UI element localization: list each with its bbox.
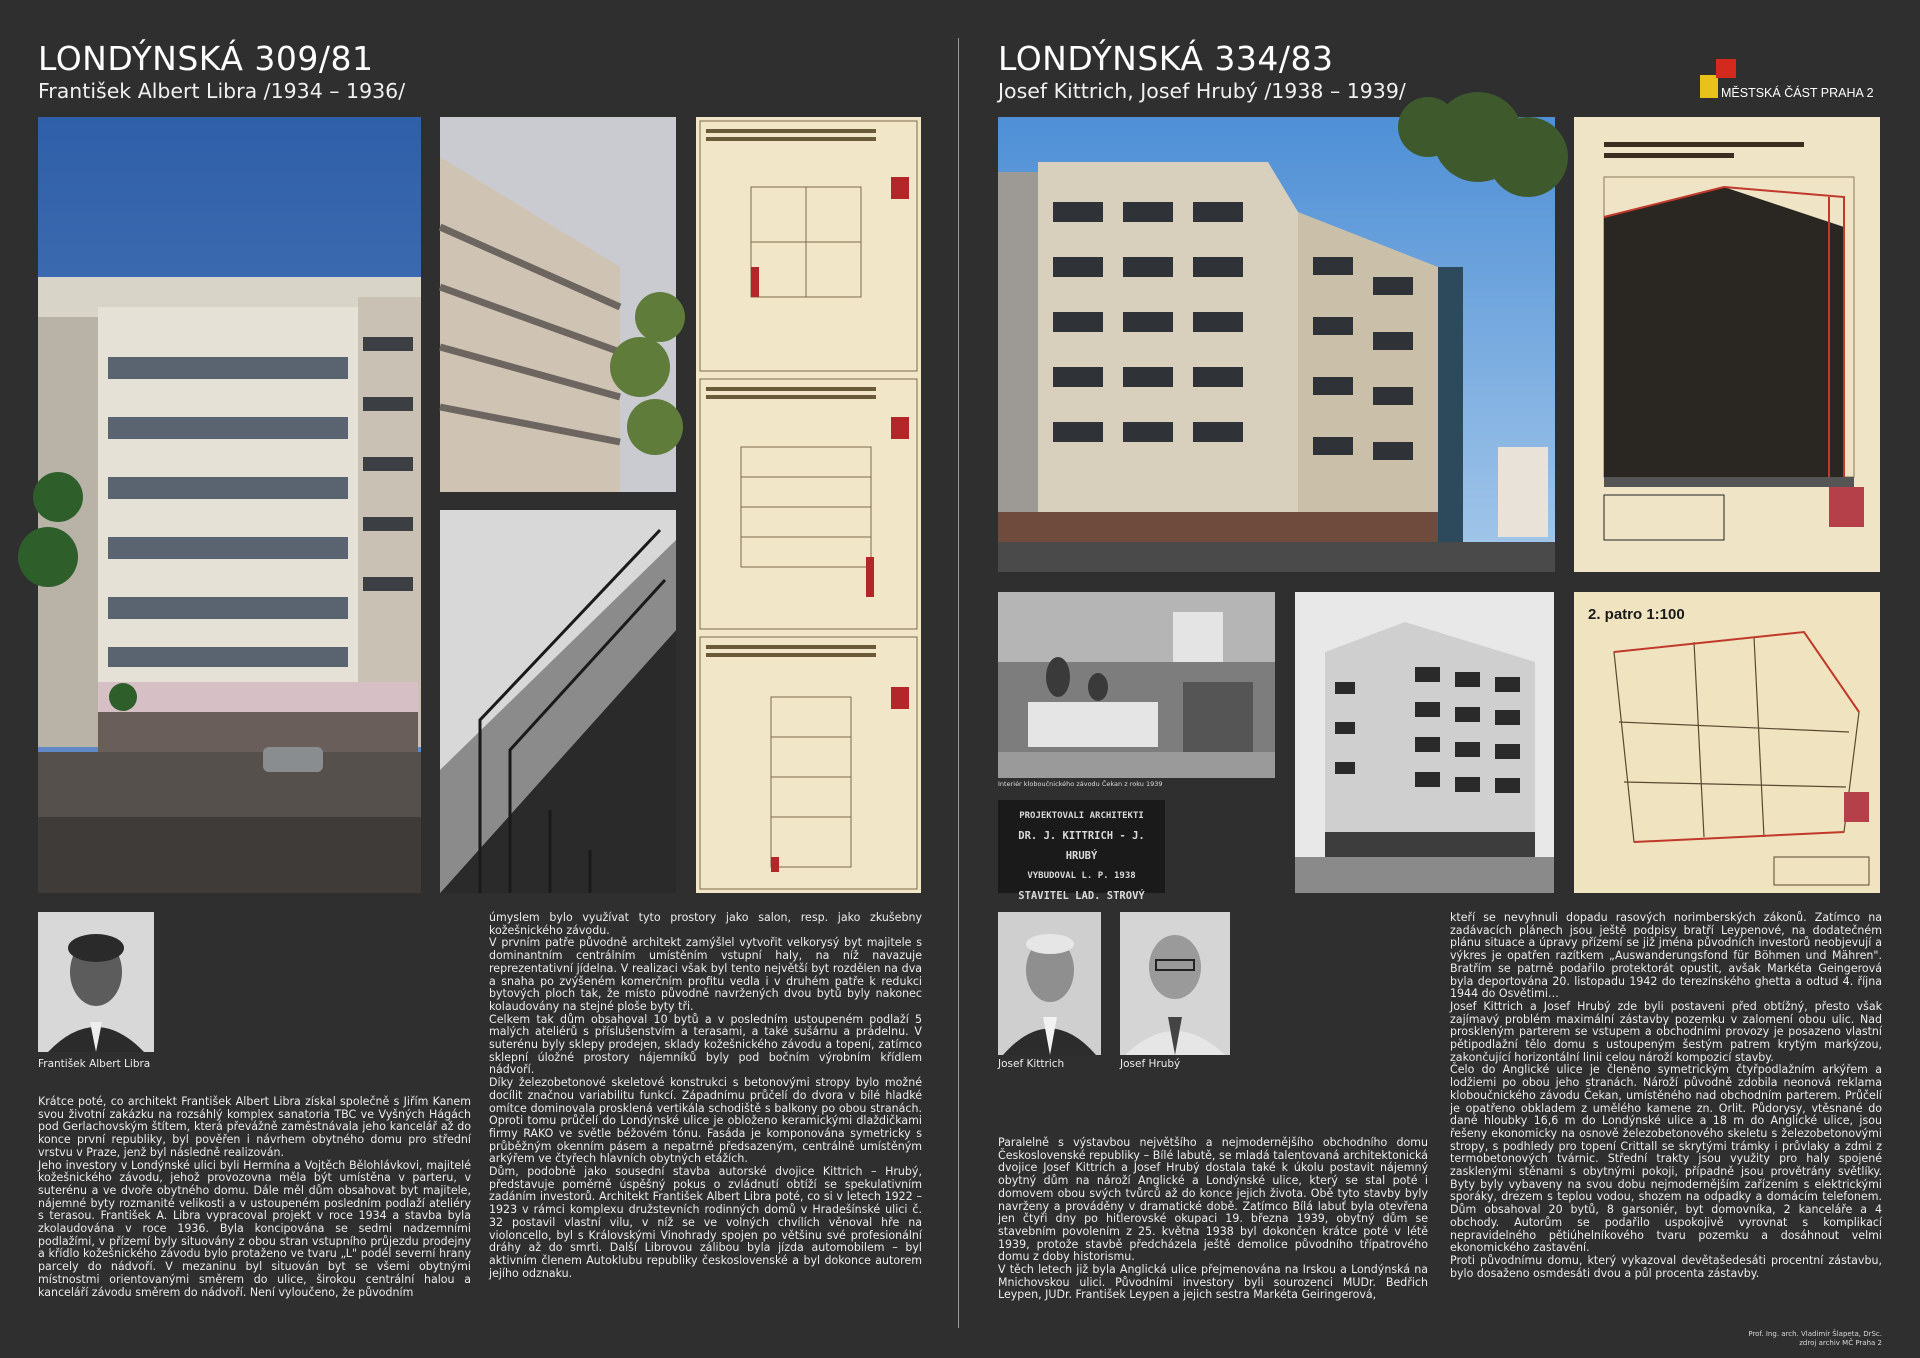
center-divider bbox=[958, 38, 959, 1328]
portrait-caption-libra: František Albert Libra bbox=[38, 1058, 151, 1070]
credits bbox=[1700, 1330, 1882, 1347]
credit-line: Prof. Ing. arch. Vladimír Šlapeta, DrSc. bbox=[1748, 1330, 1882, 1338]
portrait-caption-kittrich: Josef Kittrich bbox=[998, 1058, 1065, 1070]
right-title: LONDÝNSKÁ 334/83 bbox=[998, 39, 1334, 78]
historic-building-photo bbox=[1295, 592, 1554, 893]
paragraph: Díky železobetonové skeletové konstrukci s betonovými stropy bylo možné docílit značnou variabilitu funkcí. Západnímu průčelí do dvora v bílé hladké omítce dominovala prosklená vertikála schodiště s balkony po obou stranách. Oproti tomu průčelí do Londýnské ulice je obloženo keramickými dlaždičkami firmy RAKO ve světle béžovém tónu. Fasáda je komponována symetricky s průběžným okenním pásem a nepatrně předsazeným, centrálně umístěným arkýřem ve čtyřech hlavních obytných etážích. bbox=[489, 1076, 922, 1166]
paragraph: Jeho investory v Londýnské ulici byli Hermína a Vojtěch Bělohlávkovi, majitelé kožešnického závodu, jehož provozovna měla být umístěna v parteru, v suterénu a ve dvoře obytného domu. Dále měl dům obsahovat byt majitele, nájemné byty rozmanité velikosti a v ustoupeném posledním podlaží ateliéry s terasou. František A. Libra vypracoval projekt v roce 1934 a stavba byla zkolaudována v roce 1936. Byla koncipována se sedmi nadzemními podlažími, v přízemí byly situovány z obou stran vstupního průjezdu prodejny a křídlo kožešnického závodu bylo protaženo ve tvaru „L" podél severní hrany parcely do nádvoří. V mezaninu byl situován byt se všemi obytnými místnostmi orientovanými směrem do ulice, širokou centrální halou a kanceláří závodu směrem do nádvoří. Není vyloučeno, že původním bbox=[38, 1158, 471, 1299]
sign-line: STAVITEL LAD. STROVÝ bbox=[1018, 890, 1145, 902]
logo-text: MĚSTSKÁ ČÁST PRAHA 2 bbox=[1721, 86, 1874, 100]
credit-line: archiv MČ Praha 2 bbox=[1818, 1338, 1882, 1347]
portrait-hruby bbox=[1120, 912, 1230, 1055]
portrait-libra bbox=[38, 912, 154, 1052]
paragraph: kteří se nevyhnuli dopadu rasových norimberských zákonů. Zatímco na zadávacích plánech jsou ještě podpisy bratří Leypenové, na dodatečném plánu situace a úpravy přízemí se již jména původních investorů neobjevují a výkres je opatřen razítkem „Auswanderungsfond für Böhmen und Mähren". Bratřím se patrně podařilo protektorát opustit, avšak Markéta Geingerová byla deportována 20. listopadu 1942 do terezínského ghetta a odtud 4. října 1944 do Osvětimi… bbox=[1450, 911, 1882, 1001]
portrait-caption-hruby: Josef Hrubý bbox=[1120, 1058, 1181, 1070]
blueprint-plans-image bbox=[696, 117, 921, 893]
sign-line: DR. J. KITTRICH - J. HRUBÝ bbox=[1018, 830, 1145, 862]
sign-line: VYBUDOVAL L. P. 1938 bbox=[1027, 871, 1136, 881]
left-text-column-2 bbox=[489, 912, 922, 1280]
architects-nameplate-photo bbox=[998, 800, 1165, 902]
paragraph: Celkem tak dům obsahoval 10 bytů a v posledním ustoupeném podlaží 5 malých ateliérů s příslušenstvím a terasami, a také sušárnu a prádelnu. V suterénu byly sklepy prodejen, sklady kožešnického závodu a topení, zatímco sklepní úložné prostory nájemníků byly pod bočním výrobním křídlem nádvoří. bbox=[489, 1012, 922, 1077]
logo-yellow-block bbox=[1700, 75, 1718, 98]
historic-perspective-drawing bbox=[1574, 117, 1880, 572]
floor-plan-2nd-floor bbox=[1574, 592, 1880, 893]
paragraph: V prvním patře původně architekt zamýšlel vytvořit velkorysý byt majitele s dominantním centrálním umístěním vstupní haly, na níž navazuje reprezentativní jídelna. V realizaci však byl tento největší byt rozdělen na dva a snaha po zvýšeném komerčním profitu vedla i v druhém patře k redukci bytových ploch tak, že místo původně navržených dvou bytů byly nakonec kolaudovány na stejné ploše byty tři. bbox=[489, 936, 922, 1013]
paragraph: Proti původnímu domu, který vykazoval devětašedesáti procentní zástavbu, bylo dosaženo osmdesáti dvou a půl procenta zástavby. bbox=[1450, 1253, 1882, 1280]
paragraph: Čelo do Anglické ulice je členěno symetrickým čtyřpodlažním arkýřem a lodžiemi po obou jeho stranách. Nároží původně zdobila neonová reklama kloboučnického závodu Čekan, umístěného nad obchodním parterem. Průčelí je opatřeno obkladem z umělého kamene zn. Orlit. Půdorysy, vtěsnané do dané hloubky 16,6 m do Londýnské ulice a 18 m do Anglické ulice, jsou řešeny ekonomicky na osnově železobetonového skeletu s železobetonovými stropy, s podhledy pro topení Crittall se skrytými trámky i průvlaky a zdmi z termobetonových tvárnic. Střední trakty jsou využity pro haly spojené zasklenými stěnami s obytnými pokoji, případně jsou provětrány světlíky. Byty byly vybaveny na svou dobu nejmodernějším zařízením s elektrickými sporáky, drezem s teplou vodou, shozem na odpadky a domácím telefonem. Dům obsahoval 20 bytů, 8 garsoniér, byt domovníka, 2 kanceláře a 4 obchody. Autorům se podařilo uspokojivě vyrovnat s komplikací nepravidelného pětiúhelníkového tvaru pozemku a dosáhnout velmi ekonomického zastavění. bbox=[1450, 1063, 1882, 1255]
right-text-column-2 bbox=[1450, 912, 1882, 1280]
interior-caption: Interiér kloboučnického závodu Čekan z roku 1939 bbox=[998, 780, 1163, 788]
paragraph: Krátce poté, co architekt František Albert Libra získal společně s Jiřím Kanem svou životní zakázku na rozsáhlý komplex sanatoria TBC ve Vyšných Hágách pod Gerlachovským štítem, která převážně zaměstnávala jeho kancelář až do konce první republiky, byl pověřen i návrhem obytného domu pro střední vrstvu v Praze, jenž byl následně realizován. bbox=[38, 1095, 471, 1159]
staircase-photo bbox=[440, 510, 676, 893]
paragraph: Paralelně s výstavbou největšího a nejmodernějšího obchodního domu Československé republiky – Bílé labutě, se mladá talentovaná architektonická dvojice Josef Kittrich a Josef Hrubý dostala také k úkolu postavit nájemný obytný dům na nároží Anglické a Londýnské ulice, který se stal poté i domovem obou svých tvůrců až do konce jejich života. Obě tyto stavby byly navrženy a prováděny v dramatické době. Zatímco Bílá labuť byla otevřena jen čtyři dny po hitlerovské okupaci 19. března 1939, obytný dům se stavebním povolením z 25. května 1938 byl dokončen krátce poté v létě 1939, protože stavbě předcházela ještě demolice původního třípatrového domu z doby historismu. bbox=[998, 1136, 1428, 1264]
paragraph: Josef Kittrich a Josef Hrubý zde byli postaveni před obtížný, přesto však zajímavý problém maximální zástavby pozemku v zalomení obou ulic. Nad proskleným parterem se vstupem a obchodními provozy je posazeno vlastní pětipodlažní tělo domu s ustoupeným šestým patrem krytým markýzou, zakončující horizontální linii celou nároží kompozicí stavby. bbox=[1450, 999, 1882, 1064]
right-subtitle: Josef Kittrich, Josef Hrubý /1938 – 1939/ bbox=[998, 79, 1406, 103]
right-text-column-1 bbox=[998, 1137, 1428, 1302]
hat-shop-interior-photo bbox=[998, 592, 1275, 778]
logo-red-block bbox=[1716, 59, 1736, 78]
left-subtitle: František Albert Libra /1934 – 1936/ bbox=[38, 79, 406, 103]
credit-label: zdroj bbox=[1799, 1338, 1817, 1347]
paragraph: V těch letech již byla Anglická ulice přejmenována na Irskou a Londýnská na Mnichovskou ulici. Původními investory byli sourozenci MUDr. Bedřich Leypen, JUDr. František Leypen a jejich sestra Markéta Geiringerová, bbox=[998, 1263, 1428, 1302]
paragraph: Dům, podobně jako sousední stavba autorské dvojice Kittrich – Hrubý, představuje poměrně úspěšný pokus o zvládnutí obtíží se spekulativním zadáním investorů. Architekt František Albert Libra poté, co si v letech 1922 – 1923 v rámci komplexu družstevních rodinných domů v Hradešínské ulici č. 32 postavil vlastní vilu, v níž se ve volných chvílích věnoval hře na violoncello, byl s Královskými Vinohrady spojen po většinu své profesionální dráhy až do smrti. Další Librovou zálibou byla jízda automobilem – byl aktivním členem Autoklubu republiky československé a byl dokonce autorem jejího odznaku. bbox=[489, 1165, 922, 1280]
building-309-street-photo bbox=[38, 117, 421, 893]
portrait-kittrich bbox=[998, 912, 1101, 1055]
facade-detail-photo bbox=[440, 117, 676, 492]
building-334-corner-photo bbox=[998, 117, 1555, 572]
left-text-column-1 bbox=[38, 1096, 471, 1299]
paragraph: úmyslem bylo využívat tyto prostory jako salon, resp. jako zkušebny kožešnického závodu. bbox=[489, 911, 922, 937]
plan-label: 2. patro 1:100 bbox=[1588, 606, 1685, 623]
left-title: LONDÝNSKÁ 309/81 bbox=[38, 39, 374, 78]
sign-line: PROJEKTOVALI ARCHITEKTI bbox=[1019, 811, 1144, 821]
